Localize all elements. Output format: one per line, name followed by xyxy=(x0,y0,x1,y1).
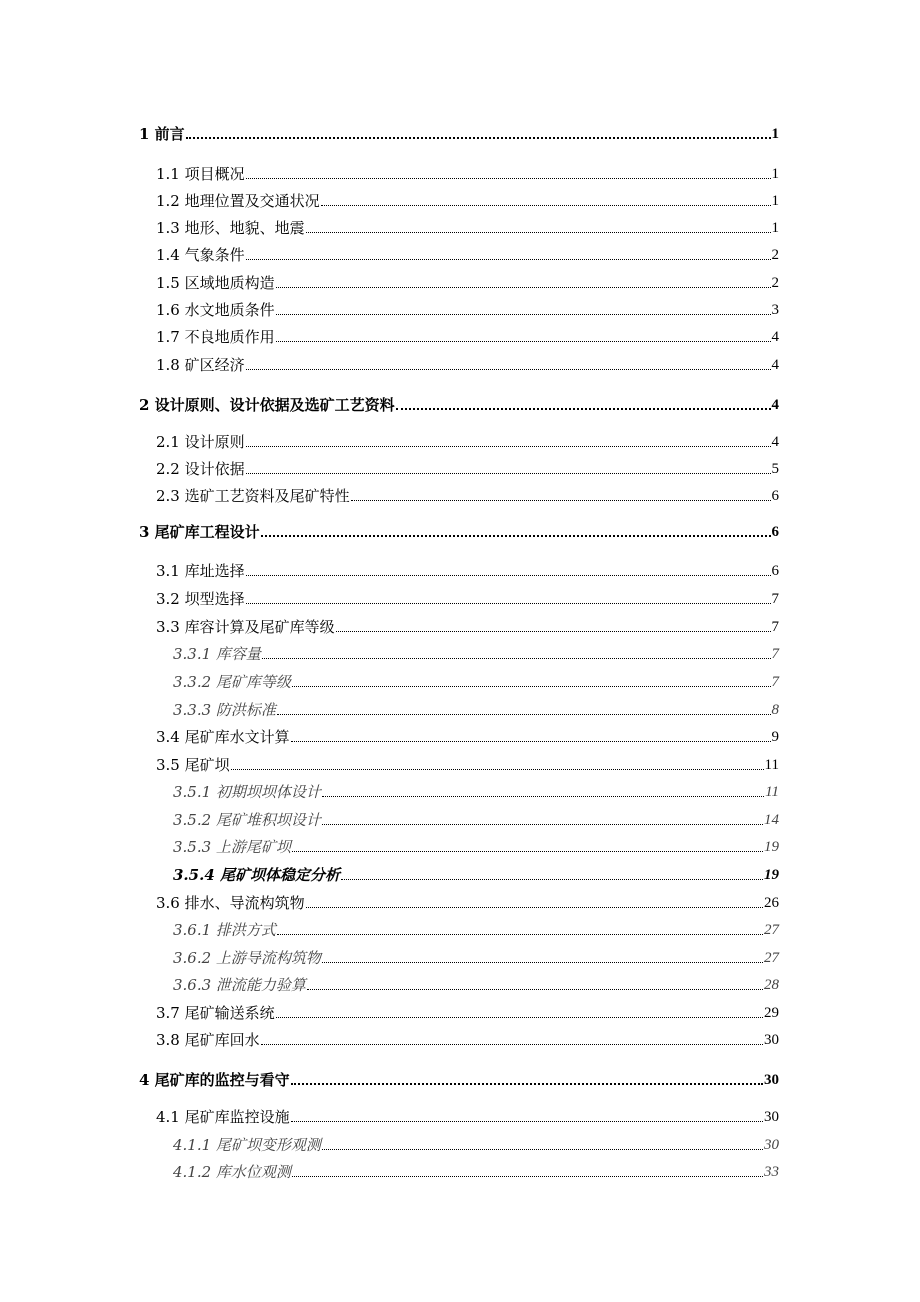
toc-dot-leader xyxy=(262,658,771,659)
toc-entry[interactable] xyxy=(173,945,779,967)
toc-dot-leader xyxy=(246,575,771,576)
toc-entry[interactable] xyxy=(156,352,779,374)
toc-entry[interactable] xyxy=(173,697,779,719)
toc-page-number: 19 xyxy=(764,839,779,855)
toc-entry-title: 1.4 气象条件 xyxy=(156,246,245,264)
toc-page-number: 6 xyxy=(771,563,779,579)
toc-dot-leader xyxy=(292,851,763,852)
toc-dot-leader xyxy=(246,369,771,370)
toc-entry-title: 4.1.1 尾矿坝变形观测 xyxy=(173,1136,321,1154)
toc-entry[interactable] xyxy=(156,890,779,912)
toc-dot-leader xyxy=(321,205,771,206)
toc-entry-title: 3.2 坝型选择 xyxy=(156,590,245,608)
toc-dot-leader xyxy=(291,741,771,742)
toc-entry[interactable] xyxy=(156,1000,779,1022)
toc-entry[interactable] xyxy=(156,1027,779,1049)
toc-dot-leader xyxy=(276,314,771,315)
toc-dot-leader xyxy=(396,408,771,410)
toc-entry-title: 3.3 库容计算及尾矿库等级 xyxy=(156,618,335,636)
toc-page-number: 1 xyxy=(771,220,779,236)
toc-entry[interactable] xyxy=(156,724,779,746)
toc-entry-title: 1.1 项目概况 xyxy=(156,165,245,183)
toc-entry[interactable] xyxy=(173,862,779,884)
toc-entry-title: 3.3.3 防洪标准 xyxy=(173,701,276,719)
toc-dot-leader xyxy=(322,824,763,825)
toc-dot-leader xyxy=(261,535,771,537)
toc-entry[interactable] xyxy=(156,614,779,636)
toc-entry-title: 1.2 地理位置及交通状况 xyxy=(156,192,320,210)
toc-page-number: 2 xyxy=(771,247,779,263)
toc-entry-title: 3.5.2 尾矿堆积坝设计 xyxy=(173,811,321,829)
toc-entry[interactable] xyxy=(156,215,779,237)
toc-entry[interactable] xyxy=(173,972,779,994)
toc-entry-title: 1.6 水文地质条件 xyxy=(156,301,275,319)
toc-page-number: 3 xyxy=(771,302,779,318)
toc-entry[interactable] xyxy=(156,242,779,264)
toc-entry[interactable] xyxy=(139,519,779,541)
toc-entry[interactable] xyxy=(173,669,779,691)
toc-page-number: 33 xyxy=(764,1164,779,1180)
toc-page-number: 5 xyxy=(771,461,779,477)
toc-entry[interactable] xyxy=(139,1067,779,1089)
toc-entry-title: 3.4 尾矿库水文计算 xyxy=(156,728,290,746)
toc-page-number: 7 xyxy=(771,619,779,635)
toc-entry-title: 3.5.3 上游尾矿坝 xyxy=(173,838,291,856)
toc-page-number: 4 xyxy=(771,357,779,373)
toc-page-number: 29 xyxy=(764,1005,779,1021)
toc-dot-leader xyxy=(291,1121,763,1122)
toc-page-number: 4 xyxy=(771,397,779,413)
toc-entry-title: 3.1 库址选择 xyxy=(156,562,245,580)
toc-dot-leader xyxy=(322,962,763,963)
toc-entry[interactable] xyxy=(156,558,779,580)
toc-page-number: 30 xyxy=(764,1032,779,1048)
toc-entry[interactable] xyxy=(156,188,779,210)
toc-entry[interactable] xyxy=(173,917,779,939)
toc-entry[interactable] xyxy=(139,121,779,143)
toc-entry-title: 1.7 不良地质作用 xyxy=(156,328,275,346)
toc-entry[interactable] xyxy=(156,161,779,183)
toc-entry[interactable] xyxy=(156,324,779,346)
toc-dot-leader xyxy=(186,137,771,139)
toc-page-number: 27 xyxy=(764,922,779,938)
toc-entry[interactable] xyxy=(173,1132,779,1154)
toc-page-number: 1 xyxy=(771,126,779,142)
toc-entry-title: 1.5 区域地质构造 xyxy=(156,274,275,292)
toc-entry-title: 3.6.2 上游导流构筑物 xyxy=(173,949,321,967)
toc-dot-leader xyxy=(292,686,771,687)
toc-dot-leader xyxy=(246,178,771,179)
toc-dot-leader xyxy=(276,341,771,342)
toc-page-number: 30 xyxy=(764,1109,779,1125)
toc-page-number: 28 xyxy=(764,977,779,993)
toc-entry-title: 3 尾矿库工程设计 xyxy=(139,523,260,541)
toc-page-number: 11 xyxy=(765,784,779,800)
toc-entry-title: 4 尾矿库的监控与看守 xyxy=(139,1071,290,1089)
toc-dot-leader xyxy=(336,631,771,632)
toc-dot-leader xyxy=(246,446,771,447)
toc-dot-leader xyxy=(291,1083,763,1085)
toc-dot-leader xyxy=(246,259,771,260)
toc-dot-leader xyxy=(231,769,764,770)
toc-dot-leader xyxy=(341,879,763,880)
toc-entry-title: 3.3.1 库容量 xyxy=(173,645,261,663)
toc-page-number: 7 xyxy=(771,591,779,607)
toc-entry[interactable] xyxy=(139,392,779,414)
toc-entry-title: 3.7 尾矿输送系统 xyxy=(156,1004,275,1022)
toc-dot-leader xyxy=(246,603,771,604)
toc-entry[interactable] xyxy=(173,1159,779,1181)
toc-entry-title: 1.8 矿区经济 xyxy=(156,356,245,374)
toc-page-number: 1 xyxy=(771,166,779,182)
toc-dot-leader xyxy=(306,232,771,233)
toc-page-number: 7 xyxy=(771,674,779,690)
toc-page-number: 6 xyxy=(771,524,779,540)
toc-dot-leader xyxy=(307,989,763,990)
toc-entry[interactable] xyxy=(156,297,779,319)
toc-dot-leader xyxy=(246,473,771,474)
toc-entry[interactable] xyxy=(156,1104,779,1126)
toc-entry-title: 3.5.4 尾矿坝体稳定分析 xyxy=(173,866,340,884)
toc-entry[interactable] xyxy=(173,779,779,801)
toc-page-number: 9 xyxy=(771,729,779,745)
toc-dot-leader xyxy=(277,714,771,715)
toc-entry-title: 3.6.1 排洪方式 xyxy=(173,921,276,939)
toc-entry-title: 1 前言 xyxy=(139,125,185,143)
toc-entry-title: 3.5 尾矿坝 xyxy=(156,756,230,774)
toc-entry-title: 2.3 选矿工艺资料及尾矿特性 xyxy=(156,487,350,505)
toc-page-number: 11 xyxy=(764,757,779,773)
toc-entry-title: 3.3.2 尾矿库等级 xyxy=(173,673,291,691)
toc-entry-title: 2.1 设计原则 xyxy=(156,433,245,451)
toc-entry[interactable] xyxy=(173,641,779,663)
toc-dot-leader xyxy=(261,1044,763,1045)
toc-entry-title: 4.1 尾矿库监控设施 xyxy=(156,1108,290,1126)
toc-dot-leader xyxy=(322,1149,763,1150)
toc-page-number: 7 xyxy=(771,646,779,662)
toc-dot-leader xyxy=(292,1176,763,1177)
toc-dot-leader xyxy=(322,796,764,797)
toc-entry-title: 3.8 尾矿库回水 xyxy=(156,1031,260,1049)
toc-entry[interactable] xyxy=(156,270,779,292)
toc-page-number: 4 xyxy=(771,329,779,345)
toc-entry[interactable] xyxy=(156,586,779,608)
toc-dot-leader xyxy=(276,287,771,288)
toc-entry-title: 3.5.1 初期坝坝体设计 xyxy=(173,783,321,801)
toc-page-number: 1 xyxy=(771,193,779,209)
toc-entry-title: 4.1.2 库水位观测 xyxy=(173,1163,291,1181)
toc-page-number: 19 xyxy=(764,867,779,883)
toc-page-number: 14 xyxy=(764,812,779,828)
toc-entry[interactable] xyxy=(173,807,779,829)
toc-page-number: 30 xyxy=(764,1072,779,1088)
toc-entry[interactable] xyxy=(173,834,779,856)
toc-dot-leader xyxy=(306,907,763,908)
toc-entry-title: 2.2 设计依据 xyxy=(156,460,245,478)
toc-entry-title: 3.6 排水、导流构筑物 xyxy=(156,894,305,912)
toc-entry[interactable] xyxy=(156,752,779,774)
toc-page-number: 8 xyxy=(771,702,779,718)
toc-dot-leader xyxy=(351,500,771,501)
toc-page-number: 4 xyxy=(771,434,779,450)
toc-dot-leader xyxy=(277,934,763,935)
toc-entry-title: 3.6.3 泄流能力验算 xyxy=(173,976,306,994)
toc-entry[interactable] xyxy=(156,483,779,505)
toc-entry[interactable] xyxy=(156,456,779,478)
toc-page-number: 27 xyxy=(764,950,779,966)
toc-entry-title: 1.3 地形、地貌、地震 xyxy=(156,219,305,237)
toc-page-number: 30 xyxy=(764,1137,779,1153)
toc-dot-leader xyxy=(276,1017,763,1018)
toc-page-number: 2 xyxy=(771,275,779,291)
toc-entry-title: 2 设计原则、设计依据及选矿工艺资料 xyxy=(139,396,395,414)
toc-entry[interactable] xyxy=(156,429,779,451)
toc-page-number: 26 xyxy=(764,895,779,911)
toc-page-number: 6 xyxy=(771,488,779,504)
